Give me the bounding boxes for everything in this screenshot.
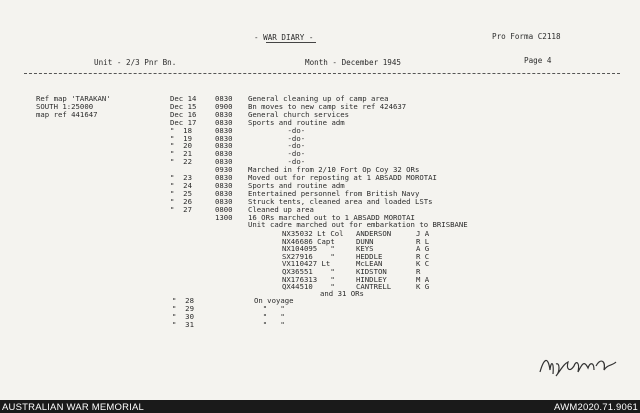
personnel-name: McLEAN (356, 259, 383, 269)
personnel-initials: K C (416, 259, 430, 269)
entry-date: Dec 14 (170, 94, 197, 103)
voyage-text: " " (254, 304, 285, 313)
personnel-number: NX176313 " (282, 274, 335, 284)
entry-text: -do- (248, 125, 306, 135)
entry-text: Moved out for reposting at 1 ABSADD MOROTAI (248, 173, 437, 182)
unit-label: Unit - 2/3 Pnr Bn. (94, 58, 177, 67)
entry-time: 0830 (215, 196, 233, 206)
entry-time: 0830 (215, 149, 233, 159)
entry-time: 0930 (215, 165, 233, 175)
personnel-name: DUNN (356, 236, 374, 246)
personnel-initials: R C (416, 251, 430, 261)
map-ref-line: map ref 441647 (36, 110, 98, 119)
entry-text: Struck tents, cleaned area and loaded LSTs (248, 196, 433, 206)
personnel-initials: A G (416, 244, 430, 254)
entry-time: 0800 (215, 204, 233, 214)
personnel-initials: K G (416, 282, 430, 292)
entry-time: 0830 (215, 94, 233, 103)
entry-time: 0830 (215, 109, 233, 119)
header-divider (24, 73, 620, 74)
entry-text: Entertained personnel from British Navy (248, 188, 420, 198)
voyage-text: " " (254, 320, 285, 329)
entry-date: " 21 (170, 149, 192, 159)
entry-text: -do- (248, 157, 306, 167)
personnel-name: KIDSTON (356, 267, 387, 276)
personnel-initials: R (416, 267, 421, 276)
entry-date: " 20 (170, 141, 192, 151)
footer-id: AWM2020.71.9061 (554, 402, 638, 413)
entry-time: 0830 (215, 173, 233, 182)
entry-date: Dec 16 (170, 109, 197, 119)
entry-text: General cleaning up of camp area (248, 94, 389, 103)
voyage-text: On voyage (254, 296, 294, 305)
personnel-number: QX36551 " (282, 267, 335, 276)
voyage-date: " 29 (172, 304, 194, 313)
entry-date: " 22 (170, 157, 192, 167)
entry-text: Sports and routine adm (248, 117, 345, 127)
entry-time: 0830 (215, 157, 233, 167)
month-label: Month - December 1945 (305, 58, 402, 67)
entry-text: General church services (248, 109, 350, 119)
entry-date: " 19 (170, 133, 192, 143)
entry-text: Cleaned up area (248, 204, 314, 214)
personnel-number: QX44510 " (282, 282, 335, 292)
pro-forma: Pro Forma C2118 (492, 32, 561, 41)
personnel-name: HINDLEY (356, 274, 387, 284)
entry-text: Sports and routine adm (248, 180, 345, 190)
voyage-date: " 30 (172, 312, 194, 321)
entry-date: " 24 (170, 180, 192, 190)
page-number: Page 4 (524, 56, 552, 65)
archive-footer (0, 401, 640, 413)
entry-text: Bn moves to new camp site ref 424637 (248, 101, 407, 111)
entry-time: 0830 (215, 133, 233, 143)
entry-date: " 26 (170, 196, 192, 206)
entry-time: 0830 (215, 180, 233, 190)
personnel-name: ANDERSON (356, 229, 392, 238)
entry-text: -do- (248, 141, 306, 151)
personnel-initials: M A (416, 274, 430, 284)
personnel-initials: R L (416, 236, 430, 246)
entry-time: 0830 (215, 141, 233, 151)
personnel-name: HEDDLE (356, 251, 383, 261)
personnel-name: KEYS (356, 244, 374, 254)
personnel-number: NX104095 " (282, 244, 335, 254)
entry-time: 0830 (215, 117, 233, 127)
entry-date: Dec 15 (170, 101, 197, 111)
personnel-initials: J A (416, 229, 430, 238)
personnel-name: CANTRELL (356, 282, 392, 292)
entry-time: 0830 (215, 125, 233, 135)
map-ref-line: SOUTH 1:25000 (36, 102, 94, 111)
entry-text: 16 ORs marched out to 1 ABSADD MOROTAI (248, 212, 415, 222)
entry-text: -do- (248, 133, 306, 143)
footer-source: AUSTRALIAN WAR MEMORIAL (2, 402, 145, 413)
map-ref-line: Ref map 'TARAKAN' (36, 94, 111, 103)
entry-date: " 23 (170, 173, 192, 182)
personnel-number: NX35032 Lt Col (282, 229, 344, 238)
personnel-number: VX110427 Lt (282, 259, 331, 269)
entry-time: 0900 (215, 101, 233, 111)
title-underline (266, 42, 316, 43)
personnel-number: NX46686 Capt (282, 236, 335, 246)
entry-time: 1300 (215, 212, 233, 222)
entry-text: -do- (248, 149, 306, 159)
signature (538, 350, 618, 384)
and-ors: and 31 ORs (320, 289, 364, 298)
voyage-date: " 31 (172, 320, 194, 329)
voyage-text: " " (254, 312, 285, 321)
entry-date: " 27 (170, 204, 192, 214)
entry-date: Dec 17 (170, 117, 197, 127)
diary-title: - WAR DIARY - (254, 33, 314, 42)
voyage-date: " 28 (172, 296, 194, 305)
personnel-number: SX27916 " (282, 251, 335, 261)
entry-time: 0830 (215, 188, 233, 198)
entry-text: Unit cadre marched out for embarkation to BRISBANE (248, 220, 468, 230)
entry-date: " 25 (170, 188, 192, 198)
entry-text: Marched in from 2/10 Fort Op Coy 32 ORs (248, 165, 420, 175)
entry-date: " 18 (170, 125, 192, 135)
